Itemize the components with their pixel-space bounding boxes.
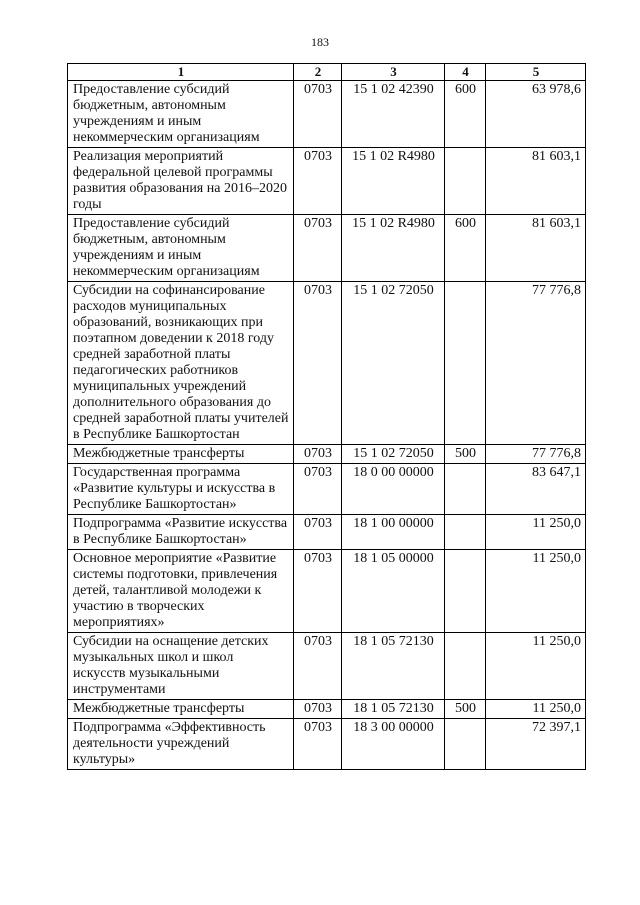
- row-section-cell: 0703: [294, 148, 342, 215]
- row-amount-cell: 11 250,0: [486, 550, 586, 633]
- row-section-cell: 0703: [294, 282, 342, 445]
- row-target-article-cell: 18 1 05 72130: [342, 633, 445, 700]
- table-row: [68, 148, 586, 215]
- row-name-cell: Государственная программа «Развитие культуры и искусства в Республике Башкортостан»: [68, 464, 294, 515]
- row-section-cell: 0703: [294, 550, 342, 633]
- table-row: [68, 719, 586, 770]
- row-expense-type-cell: 600: [445, 215, 486, 282]
- row-amount-cell: 11 250,0: [486, 700, 586, 719]
- row-target-article-cell: 18 1 05 00000: [342, 550, 445, 633]
- table-row: [68, 215, 586, 282]
- row-amount-cell: 11 250,0: [486, 515, 586, 550]
- row-amount-cell: 63 978,6: [486, 81, 586, 148]
- row-expense-type-cell: [445, 464, 486, 515]
- row-amount-cell: 81 603,1: [486, 215, 586, 282]
- row-amount-cell: 81 603,1: [486, 148, 586, 215]
- row-target-article-cell: 15 1 02 72050: [342, 282, 445, 445]
- table-row: [68, 550, 586, 633]
- row-name-cell: Реализация мероприятий федеральной целевой программы развития образования на 2016–2020 годы: [68, 148, 294, 215]
- table-row: [68, 464, 586, 515]
- table-row: [68, 445, 586, 464]
- row-section-cell: 0703: [294, 719, 342, 770]
- row-name-cell: Межбюджетные трансферты: [68, 445, 294, 464]
- column-header-5: 5: [486, 64, 586, 81]
- row-target-article-cell: 15 1 02 72050: [342, 445, 445, 464]
- row-name-cell: Подпрограмма «Эффективность деятельности учреждений культуры»: [68, 719, 294, 770]
- row-name-cell: Основное мероприятие «Развитие системы подготовки, привлечения детей, талантливой молодежи к участию в творческих мероприятиях»: [68, 550, 294, 633]
- budget-table: [67, 63, 586, 770]
- page-number: 183: [311, 35, 329, 49]
- row-section-cell: 0703: [294, 81, 342, 148]
- row-name-cell: Субсидии на оснащение детских музыкальных школ и школ искусств музыкальными инструментами: [68, 633, 294, 700]
- row-expense-type-cell: 500: [445, 445, 486, 464]
- row-section-cell: 0703: [294, 445, 342, 464]
- row-expense-type-cell: [445, 282, 486, 445]
- table-row: [68, 282, 586, 445]
- column-header-1: 1: [68, 64, 294, 81]
- table-row: [68, 633, 586, 700]
- table-row: [68, 515, 586, 550]
- row-target-article-cell: 15 1 02 R4980: [342, 148, 445, 215]
- row-expense-type-cell: [445, 719, 486, 770]
- column-header-4: 4: [445, 64, 486, 81]
- row-section-cell: 0703: [294, 215, 342, 282]
- row-amount-cell: 72 397,1: [486, 719, 586, 770]
- row-amount-cell: 11 250,0: [486, 633, 586, 700]
- row-target-article-cell: 15 1 02 R4980: [342, 215, 445, 282]
- row-target-article-cell: 18 1 05 72130: [342, 700, 445, 719]
- column-header-2: 2: [294, 64, 342, 81]
- row-expense-type-cell: [445, 550, 486, 633]
- row-name-cell: Подпрограмма «Развитие искусства в Республике Башкортостан»: [68, 515, 294, 550]
- row-amount-cell: 77 776,8: [486, 282, 586, 445]
- row-section-cell: 0703: [294, 515, 342, 550]
- row-expense-type-cell: 500: [445, 700, 486, 719]
- row-section-cell: 0703: [294, 700, 342, 719]
- table-header-row: [68, 64, 586, 81]
- row-expense-type-cell: [445, 148, 486, 215]
- row-name-cell: Предоставление субсидий бюджетным, автономным учреждениям и иным некоммерческим организациям: [68, 215, 294, 282]
- row-expense-type-cell: 600: [445, 81, 486, 148]
- row-amount-cell: 83 647,1: [486, 464, 586, 515]
- row-target-article-cell: 18 1 00 00000: [342, 515, 445, 550]
- row-name-cell: Межбюджетные трансферты: [68, 700, 294, 719]
- table-row: [68, 700, 586, 719]
- column-header-3: 3: [342, 64, 445, 81]
- row-amount-cell: 77 776,8: [486, 445, 586, 464]
- row-section-cell: 0703: [294, 464, 342, 515]
- row-expense-type-cell: [445, 633, 486, 700]
- row-target-article-cell: 18 3 00 00000: [342, 719, 445, 770]
- row-name-cell: Предоставление субсидий бюджетным, автономным учреждениям и иным некоммерческим организациям: [68, 81, 294, 148]
- row-expense-type-cell: [445, 515, 486, 550]
- row-name-cell: Субсидии на софинансирование расходов муниципальных образований, возникающих при поэтапном доведении к 2018 году средней заработной платы педагогических работников муниципальных учреждений дополнительного образования до средней заработной платы учителей в Республике Башкортостан: [68, 282, 294, 445]
- table-row: [68, 81, 586, 148]
- row-target-article-cell: 15 1 02 42390: [342, 81, 445, 148]
- row-target-article-cell: 18 0 00 00000: [342, 464, 445, 515]
- row-section-cell: 0703: [294, 633, 342, 700]
